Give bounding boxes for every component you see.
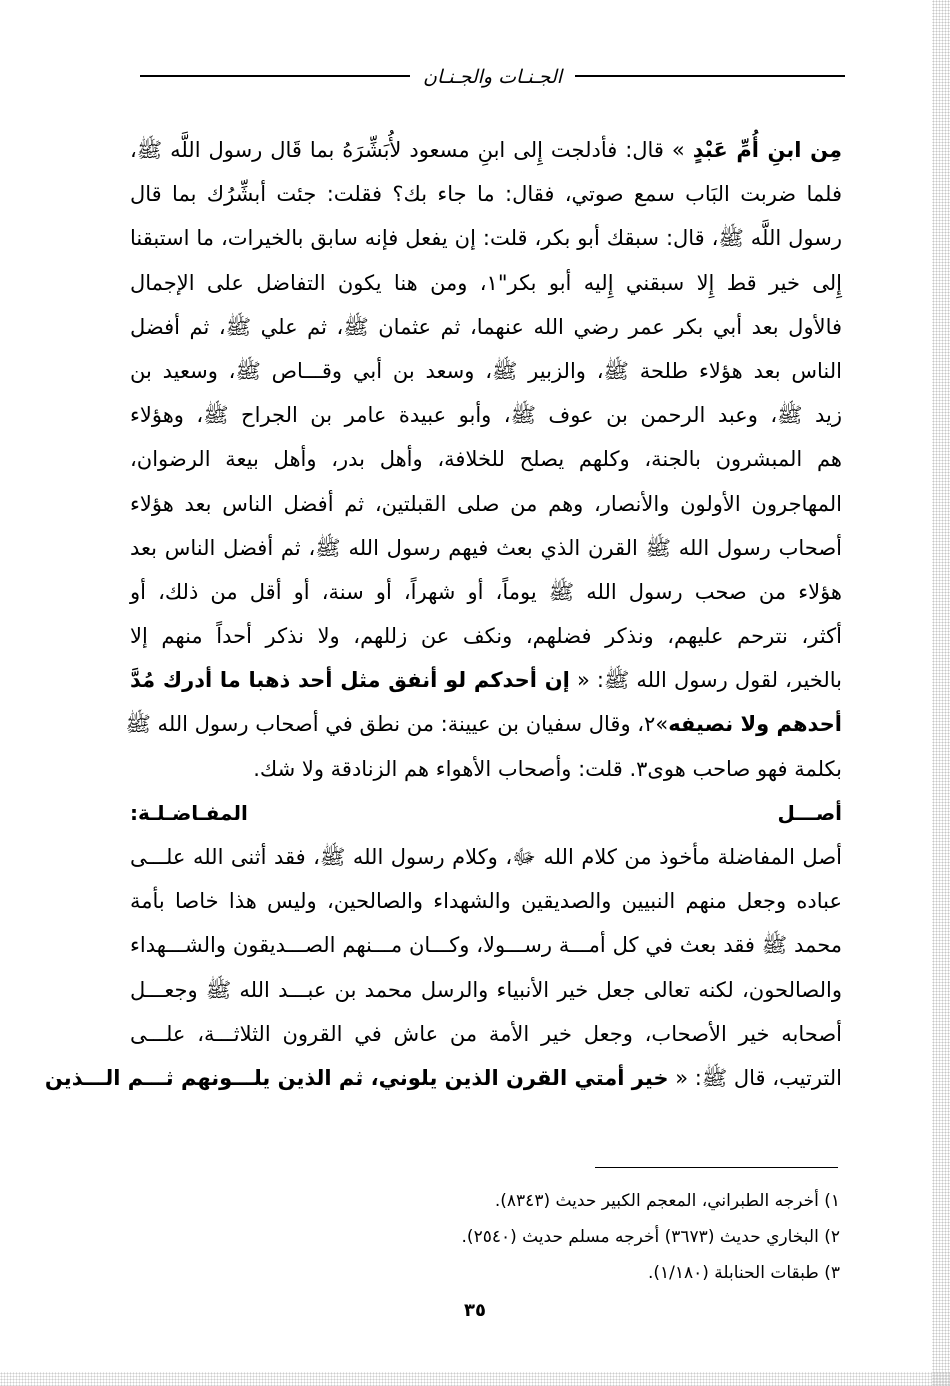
- footnotes: [240, 1183, 840, 1291]
- footnote-separator: [595, 1167, 838, 1168]
- text-line: الناس بعد هؤلاء طلحة ﷺ، والزبير ﷺ، وسعد بن أبي وقـــاص ﷺ، وسعيد بن: [130, 358, 842, 383]
- scan-edge-right: [932, 0, 950, 1386]
- text-line: رسول اللَّه ﷺ، قال: سبقك أبو بكر، قلت: إن يفعل فإنه سابق بالخيرات، ما استبقنا: [130, 226, 842, 251]
- footnote-2: ٢) البخاري حديث (٣٦٧٣) أخرجه مسلم حديث (٢٥٤٠).: [461, 1227, 840, 1247]
- footnote-3: ٣) طبقات الحنابلة (١/١٨٠).: [647, 1263, 840, 1283]
- text-line: هؤلاء من صحب رسول الله ﷺ يوماً، أو شهراً، أو سنة، أو أقل من ذلك، أو: [130, 579, 842, 604]
- text-line: أصحاب رسول الله ﷺ القرن الذي بعث فيهم رسول الله ﷺ، ثم أفضل الناس بعد: [130, 535, 842, 560]
- header-logo: الجـنـات والجـنـان: [422, 66, 563, 88]
- header-rule-right: [575, 75, 845, 77]
- page-number: ٣٥: [464, 1300, 486, 1321]
- text-line: عباده وجعل منهم النبيين والصديقين والشهداء والصالحين، وليس هذا خاصا بأمة: [130, 889, 842, 914]
- text-line: فالأول بعد أبي بكر عمر رضي الله عنهما، ثم عثمان ﷺ، ثم علي ﷺ، ثم أفضل: [130, 314, 842, 339]
- section-title: أصـــل المفـاضـلـة:: [130, 800, 842, 825]
- text-line: أصل المفاضلة مأخوذ من كلام الله ﷻ، وكلام رسول الله ﷺ، فقد أثنى الله علـــى: [130, 845, 842, 869]
- text-line: بكلمة فهو صاحب هوى٣. قلت: وأصحاب الأهواء هم الزنادقة ولا شك.: [253, 756, 842, 781]
- text-line: المهاجرون الأولون والأنصار، وهم من صلى القبلتين، ثم أفضل الناس بعد هؤلاء: [130, 491, 842, 516]
- text-line: بالخير، لقول رسول الله ﷺ: « إن أحدكم لو أنفق مثل أحد ذهبا ما أدرك مُدَّ: [130, 668, 842, 693]
- text-line: محمد ﷺ فقد بعث في كل أمـــة رســـولا، وكـــان مـــنهم الصـــديقون والشـــهداء: [130, 933, 842, 958]
- text-line: مِن ابنِ أُمِّ عَبْدٍ » قال: فأدلجت إِلى ابنِ مسعود لأُبَشِّرَهُ بما قَال رسول اللَّه ﷺ،: [130, 138, 842, 162]
- text-line: زيد ﷺ، وعبد الرحمن بن عوف ﷺ، وأبو عبيدة عامر بن الجراح ﷺ، وهؤلاء: [130, 403, 842, 428]
- text-line: هم المبشرون بالجنة، وكلهم يصلح للخلافة، وأهل بدر، وأهل بيعة الرضوان،: [130, 447, 842, 472]
- scan-edge-bottom: [0, 1372, 950, 1386]
- header-rule-left: [140, 75, 410, 77]
- footnote-1: ١) أخرجه الطبراني، المعجم الكبير حديث (٨٣٤٣).: [494, 1191, 840, 1211]
- text-line: أصحابه خير الأصحاب، وجعل خير الأمة من عاش في القرون الثلاثـــة، علـــى: [130, 1021, 842, 1046]
- body-text: [44, 128, 842, 1100]
- text-line: فلما ضربت البَاب سمع صوتي، فقال: ما جاء بك؟ فقلت: جئت أبشِّرُك بما قال: [130, 182, 842, 207]
- page-header: [140, 62, 845, 92]
- text-line: أحدهم ولا نصيفه»٢، وقال سفيان بن عيينة: من نطق في أصحاب رسول الله ﷺ: [125, 712, 842, 737]
- text-line: الترتيب، قال ﷺ: « خير أمتي القرن الذين يلوني، ثم الذين يلـــونهم ثـــم الـــذين: [44, 1065, 842, 1090]
- text-line: أكثر، نترحم عليهم، ونذكر فضلهم، ونكف عن زللهم، ولا نذكر أحداً منهم إلا: [130, 624, 842, 649]
- text-line: إِلى خير قط إِلا سبقني إِليه أبو بكر"١، ومن هنا يكون التفاضل على الإجمال: [130, 270, 842, 295]
- text-line: والصالحون، لكنه تعالى جعل خير الأنبياء والرسل محمد بن عبـــد الله ﷺ وجعـــل: [130, 977, 842, 1002]
